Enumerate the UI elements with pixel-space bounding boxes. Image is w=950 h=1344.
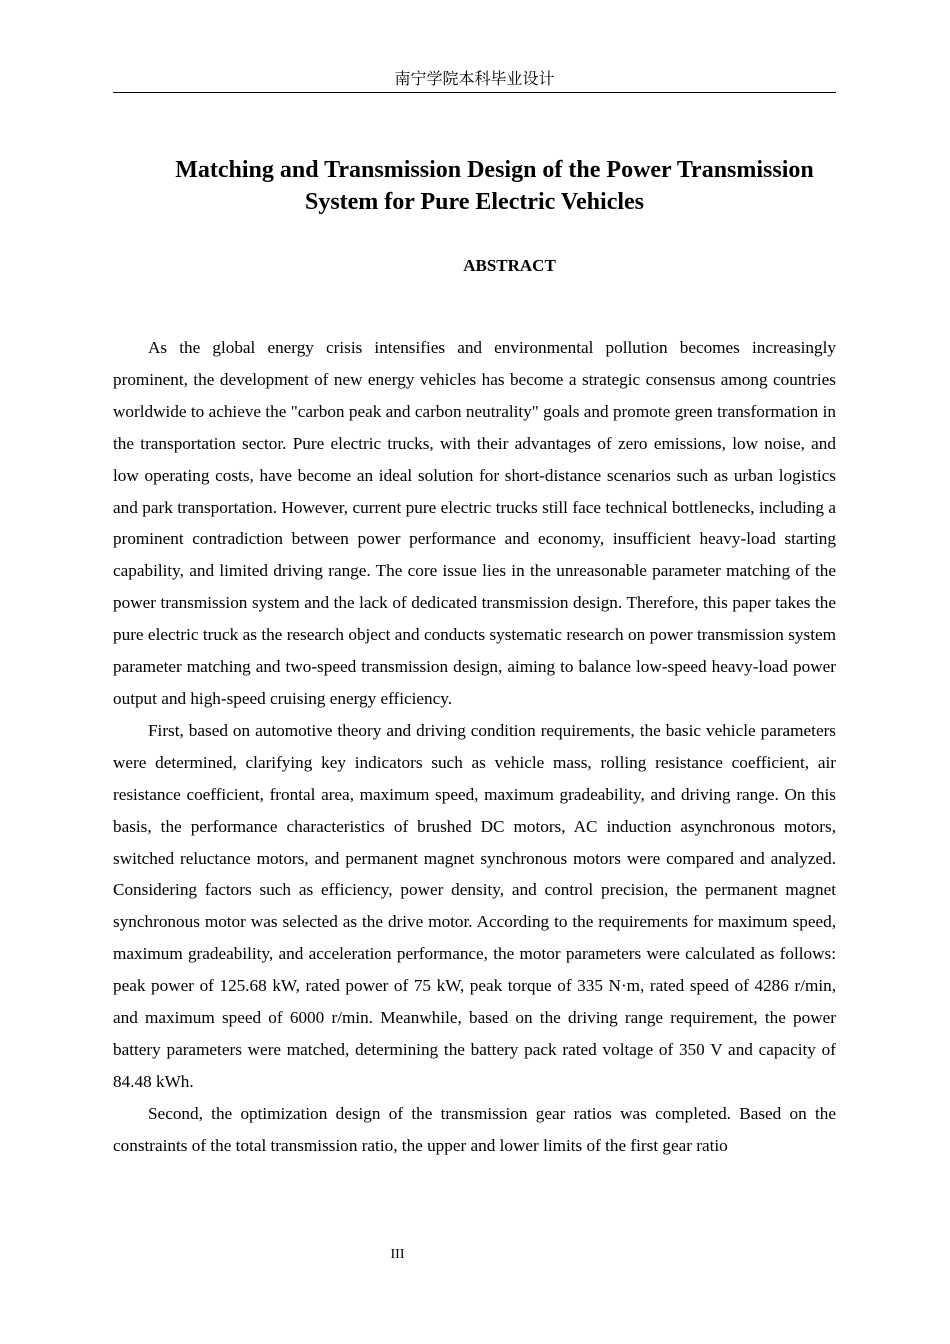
abstract-paragraph-3: Second, the optimization design of the transmission gear ratios was completed. Based on the constraints of the total transmission ratio, the upper and lower limits of the first gear ratio — [113, 1103, 836, 1155]
page-number: III — [390, 1247, 405, 1262]
paper-title-line-2: System for Pure Electric Vehicles — [304, 189, 645, 215]
abstract-paragraph-1: As the global energy crisis intensifies and environmental pollution becomes increasingly prominent, the development of new energy vehicles has become a strategic consensus among countries worldwide to achieve the "carbon peak and carbon neutrality" goals and promote green transformation in the transportation sector. Pure electric trucks, with their advantages of zero emissions, low noise, and low operating costs, have become an ideal solution for short-distance scenarios such as urban logistics and park transportation. However, current pure electric trucks still face technical bottlenecks, including a prominent contradiction between power performance and economy, insufficient heavy-load starting capability, and limited driving range. The core issue lies in the unreasonable parameter matching of the power transmission system and the lack of dedicated transmission design. Therefore, this paper takes the pure electric truck as the research object and conducts systematic research on power transmission system parameter matching and two-speed transmission design, aiming to balance low-speed heavy-load power output and high-speed cruising energy efficiency. — [113, 338, 836, 708]
abstract-body — [113, 332, 836, 1162]
page-header: 南宁学院本科毕业设计 — [113, 66, 836, 93]
abstract-heading: ABSTRACT — [463, 256, 556, 275]
abstract-paragraph-2: First, based on automotive theory and driving condition requirements, the basic vehicle parameters were determined, clarifying key indicators such as vehicle mass, rolling resistance coefficient, air resistance coefficient, frontal area, maximum speed, maximum gradeability, and driving range. On this basis, the performance characteristics of brushed DC motors, AC induction asynchronous motors, switched reluctance motors, and permanent magnet synchronous motors were compared and analyzed. Considering factors such as efficiency, power density, and control precision, the permanent magnet synchronous motor was selected as the drive motor. According to the requirements for maximum speed, maximum gradeability, and acceleration performance, the motor parameters were calculated as follows: peak power of 125.68 kW, rated power of 75 kW, peak torque of 335 N·m, rated speed of 4286 r/min, and maximum speed of 6000 r/min. Meanwhile, based on the driving range requirement, the power battery parameters were matched, determining the battery pack rated voltage of 350 V and capacity of 84.48 kWh. — [113, 720, 836, 1091]
paper-title-line-1: Matching and Transmission Design of the Power Transmission — [175, 157, 814, 183]
paper-title — [113, 154, 836, 218]
